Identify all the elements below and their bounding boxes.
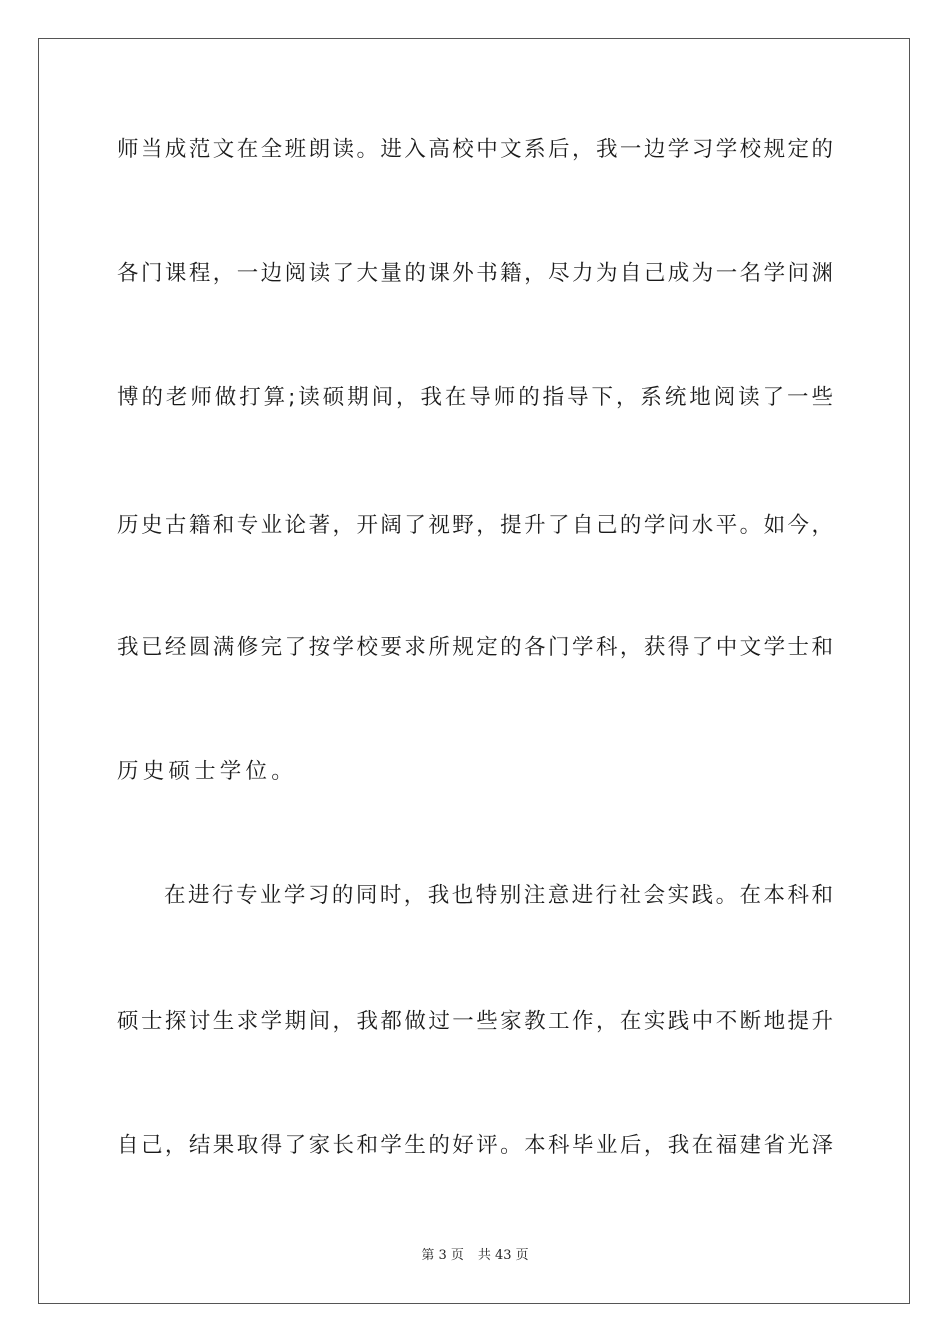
paragraph-line: 各门课程，一边阅读了大量的课外书籍，尽力为自己成为一名学问渊 bbox=[117, 261, 833, 286]
total-pages: 共 43 页 bbox=[477, 1248, 529, 1263]
paragraph-line: 自己，结果取得了家长和学生的好评。本科毕业后，我在福建省光泽 bbox=[117, 1133, 833, 1158]
paragraph-line: 在进行专业学习的同时，我也特别注意进行社会实践。在本科和 bbox=[164, 883, 833, 908]
paragraph-line: 历史硕士学位。 bbox=[117, 759, 297, 784]
page-border bbox=[38, 38, 910, 1304]
paragraph-line: 师当成范文在全班朗读。进入高校中文系后，我一边学习学校规定的 bbox=[117, 137, 833, 162]
paragraph-line: 硕士探讨生求学期间，我都做过一些家教工作，在实践中不断地提升 bbox=[117, 1009, 833, 1034]
page-number: 第 3 页 bbox=[421, 1248, 464, 1263]
paragraph-line: 博的老师做打算;读硕期间，我在导师的指导下，系统地阅读了一些 bbox=[117, 385, 833, 410]
paragraph-line: 历史古籍和专业论著，开阔了视野，提升了自己的学问水平。如今， bbox=[117, 513, 833, 538]
paragraph-line: 我已经圆满修完了按学校要求所规定的各门学科，获得了中文学士和 bbox=[117, 635, 833, 660]
page-footer bbox=[0, 1247, 950, 1265]
